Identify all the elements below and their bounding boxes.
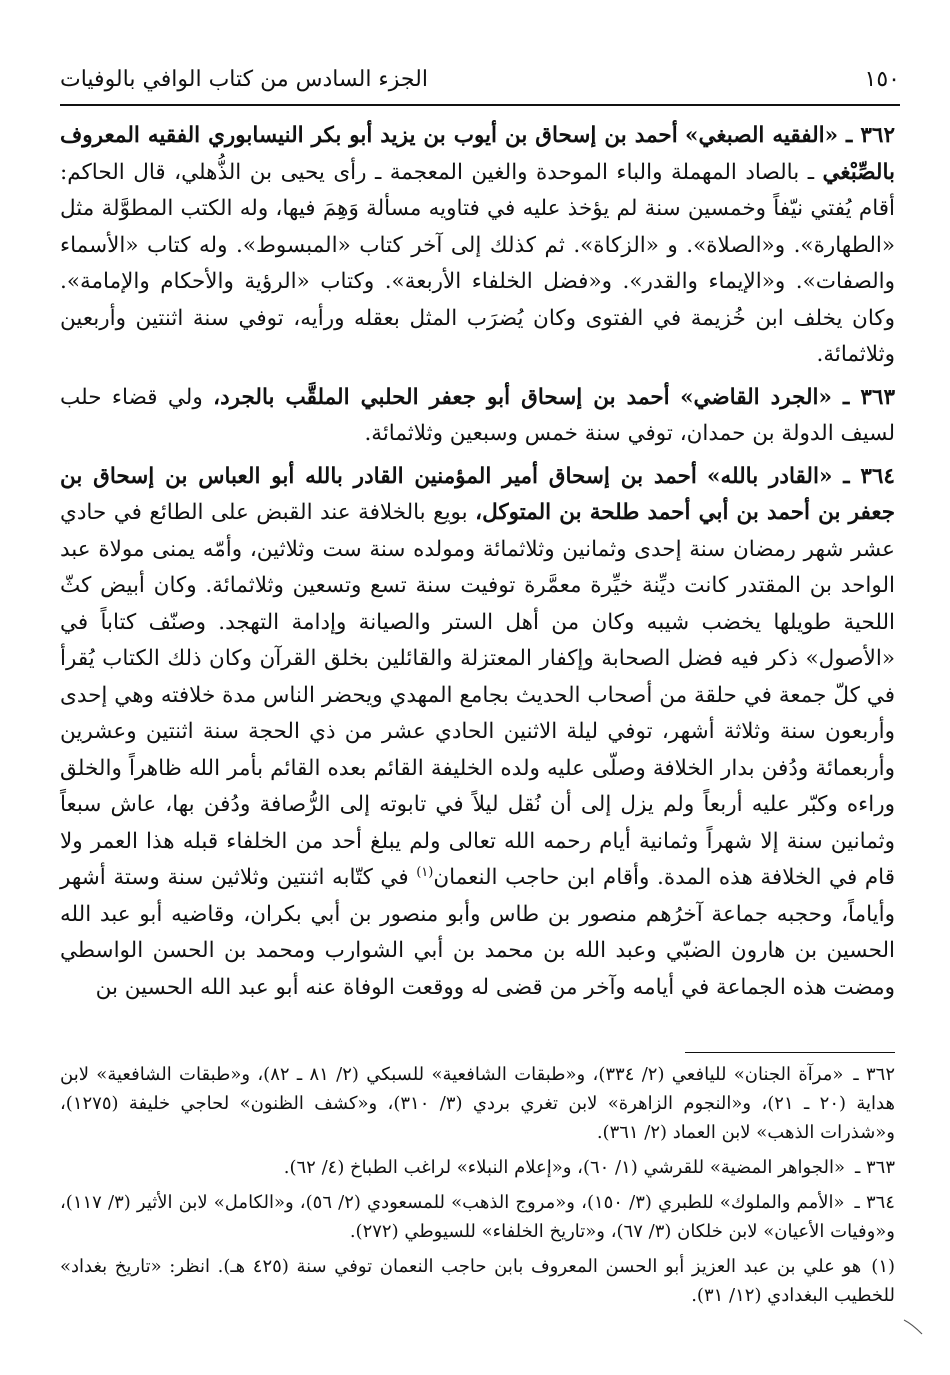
scan-mark-icon [902, 1318, 924, 1336]
page-number: ١٥٠ [864, 66, 900, 92]
footnote-marker: (١) [871, 1256, 896, 1277]
footnote-text: «الجواهر المضية» للقرشي (١/ ٦٠)، و«إعلام النبلاء» لراغب الطباخ (٤/ ٦٢). [283, 1157, 845, 1178]
entry-363: ٣٦٣ ـ «الجرد القاضي» أحمد بن إسحاق أبو جعفر الحلبي الملقَّب بالجرد، ولي قضاء حلب لسيف الدولة بن حمدان، توفي سنة خمس وسبعين وثلاثمائة. [60, 384, 895, 446]
entry-364: ٣٦٤ ـ «القادر بالله» أحمد بن إسحاق أمير المؤمنين القادر بالله أبو العباس بن إسحاق بن جعفر بن أحمد بن أبي أحمد طلحة بن المتوكل، بويع بالخلافة عند القبض على الطائع في حادي عشر شهر رمضان سنة إحدى وثمانين وثلاثمائة ومولده سنة ست وثلاثين، وأمّه يمنى مولاة عبد الواحد بن المقتدر كانت ديِّنة خيِّرة معمَّرة توفيت سنة تسع وتسعين وثلاثمائة. وكان أبيض كثّ اللحية طويلها يخضب شيبه وكان من أهل الستر والصيانة وإدامة التهجد. وصنّف كتاباً في «الأصول» ذكر فيه فضل الصحابة وإكفار المعتزلة والقائلين بخلق القرآن وكان ذلك الكتاب يُقرأ في كلّ جمعة في حلقة من أصحاب الحديث بجامع المهدي ويحضر الناس مدة خلافته وهي إحدى وأربعون سنة وثلاثة أشهر، توفي ليلة الاثنين الحادي عشر من ذي الحجة سنة اثنتين وعشرين وأربعمائة ودُفن بدار الخلافة وصلّى عليه ولده الخليفة القائم بعده القائم بأمر الله ظاهراً والخلق وراءه وكبّر عليه أربعاً ولم يزل إلى أن نُقل ليلاً في تابوته إلى الرُّصافة ودُفن بها، عاش سبعاً وثمانين سنة إلا شهراً وثمانية أيام رحمه الله تعالى ولم يبلغ أحد من الخلفاء قبله هذا العمر ولا قام في الخلافة هذه المدة. وأقام ابن حاجب النعمان$^{(١)}$ في كتّابه اثنتين وثلاثين سنة وستة أشهر وأياماً، وحجبه جماعة آخرُهم منصور بن طاس وأبو منصور بن أبي بكران، وقاضيه أبو عبد الله الحسين بن هارون الضبّي وعبد الله بن محمد بن أبي الشوارب ومحمد بن الحسن الواسطي ومضت هذه الجماعة في أيامه وآخر من قضى له ووقعت الوفاة عنه أبو عبد الله الحسين بن [60, 463, 895, 1000]
footnote-1 [60, 1252, 895, 1310]
entry-name: أحمد بن إسحاق أبو جعفر الحلبي الملقَّب بالجرد، [213, 384, 670, 410]
footnote-362 [60, 1060, 895, 1147]
entry-number: ٣٦٤ [860, 463, 895, 489]
entry-text: ـ بالصاد المهملة والباء الموحدة والغين المعجمة ـ رأى يحيى بن الذُّهلي، قال الحاكم: أقام يُفتي نيّفاً وخمسين سنة لم يؤخذ عليه في فتاويه مسألة وَهِمَ فيها، وله الكتب المطوَّلة مثل «الطهارة». و«الصلاة». و «الزكاة». ثم كذلك إلى آخر كتاب «المبسوط». وله كتاب «الأسماء والصفات». و«الإيماء والقدر». و«فضل الخلفاء الأربعة». وكتاب «الرؤية والأحكام والإمامة». وكان يخلف ابن خُزيمة في الفتوى وكان يُضرَب المثل بعقله ورأيه، توفي سنة اثنتين وأربعين وثلاثمائة. [60, 159, 896, 367]
entry-text: ولي قضاء حلب لسيف الدولة بن حمدان، توفي سنة خمس وسبعين وثلاثمائة. [60, 384, 895, 446]
entry-name: أحمد بن إسحاق أمير المؤمنين القادر بالله أبو العباس بن إسحاق بن جعفر بن أحمد بن أبي أحمد طلحة بن المتوكل، [60, 463, 895, 525]
footnote-text: «مرآة الجنان» لليافعي (٢/ ٣٣٤)، و«طبقات الشافعية» للسبكي (٢/ ٨١ ـ ٨٢)، و«طبقات الشافعية» لابن هداية (٢٠ ـ ٢١)، و«النجوم الزاهرة» لابن تغري بردي (٣/ ٣١٠)، و«كشف الظنون» لحاجي خليفة (١٢٧٥)، و«شذرات الذهب» لابن العماد (٢/ ٣٦١). [60, 1064, 895, 1143]
entry-number: ٣٦٣ [860, 384, 895, 410]
entry-text-continued: في كتّابه اثنتين وثلاثين سنة وستة أشهر وأياماً، وحجبه جماعة آخرُهم منصور بن طاس وأبو منصور بن أبي بكران، وقاضيه أبو عبد الله الحسين بن هارون الضبّي وعبد الله بن محمد بن أبي الشوارب ومحمد بن الحسن الواسطي ومضت هذه الجماعة في أيامه وآخر من قضى له ووقعت الوفاة عنه أبو عبد الله الحسين بن [60, 865, 895, 1000]
main-text [60, 118, 895, 1006]
footnote-363 [60, 1153, 895, 1182]
running-title: الجزء السادس من كتاب الوافي بالوفيات [60, 66, 428, 92]
entry-362: ٣٦٢ ـ «الفقيه الصبغي» أحمد بن إسحاق بن أيوب بن يزيد أبو بكر النيسابوري الفقيه المعروف بالصِّبْغي ـ بالصاد المهملة والباء الموحدة والغين المعجمة ـ رأى يحيى بن الذُّهلي، قال الحاكم: أقام يُفتي نيّفاً وخمسين سنة لم يؤخذ عليه في فتاويه مسألة وَهِمَ فيها، وله الكتب المطوَّلة مثل «الطهارة». و«الصلاة». و «الزكاة». ثم كذلك إلى آخر كتاب «المبسوط». وله كتاب «الأسماء والصفات». و«الإيماء والقدر». و«فضل الخلفاء الأربعة». وكتاب «الرؤية والأحكام والإمامة». وكان يخلف ابن خُزيمة في الفتوى وكان يُضرَب المثل بعقله ورأيه، توفي سنة اثنتين وأربعين وثلاثمائة. [60, 123, 896, 367]
page-header [60, 58, 900, 100]
footnote-divider [685, 1052, 895, 1053]
footnote-reference[interactable]: (١) [416, 864, 434, 880]
footnote-marker: ٣٦٣ ـ [854, 1157, 895, 1178]
footnotes [60, 1060, 895, 1316]
header-divider [60, 104, 900, 106]
entry-title: «القادر بالله» [707, 463, 833, 489]
footnote-364 [60, 1188, 895, 1246]
entry-text: بويع بالخلافة عند القبض على الطائع في حادي عشر شهر رمضان سنة إحدى وثمانين وثلاثمائة ومولده سنة ست وثلاثين، وأمّه يمنى مولاة عبد الواحد بن المقتدر كانت ديِّنة خيِّرة معمَّرة توفيت سنة تسع وتسعين وثلاثمائة. وكان أبيض كثّ اللحية طويلها يخضب شيبه وكان من أهل الستر والصيانة وإدامة التهجد. وصنّف كتاباً في «الأصول» ذكر فيه فضل الصحابة وإكفار المعتزلة والقائلين بخلق القرآن وكان ذلك الكتاب يُقرأ في كلّ جمعة في حلقة من أصحاب الحديث بجامع المهدي ويحضر الناس مدة خلافته وهي إحدى وأربعون سنة وثلاثة أشهر، توفي ليلة الاثنين الحادي عشر من ذي الحجة سنة اثنتين وعشرين وأربعمائة ودُفن بدار الخلافة وصلّى عليه ولده الخليفة القائم بعده القائم بأمر الله ظاهراً والخلق وراءه وكبّر عليه أربعاً ولم يزل إلى أن نُقل ليلاً في تابوته إلى الرُّصافة ودُفن بها، عاش سبعاً وثمانين سنة إلا شهراً وثمانية أيام رحمه الله تعالى ولم يبلغ أحد من الخلفاء قبله هذا العمر ولا قام في الخلافة هذه المدة. وأقام ابن حاجب النعمان [60, 500, 895, 890]
footnote-marker: ٣٦٢ ـ [853, 1064, 896, 1085]
footnote-marker: ٣٦٤ ـ [854, 1192, 895, 1213]
entry-number: ٣٦٢ [860, 123, 895, 148]
entry-title: «الجرد القاضي» [680, 384, 832, 410]
entry-name: أحمد بن إسحاق بن أيوب بن يزيد أبو بكر النيسابوري الفقيه المعروف بالصِّبْغي [60, 123, 895, 185]
footnote-text: «الأمم والملوك» للطبري (٣/ ١٥٠)، و«مروج الذهب» للمسعودي (٢/ ٥٦)، و«الكامل» لابن الأثير (٣/ ١١٧)، و«وفيات الأعيان» لابن خلكان (٣/ ٦٧)، و«تاريخ الخلفاء» للسيوطي (٢٧٢). [60, 1192, 895, 1242]
footnote-text: هو علي بن عبد العزيز أبو الحسن المعروف بابن حاجب النعمان توفي سنة (٤٢٥ هـ). انظر: «تاريخ بغداد» للخطيب البغدادي (١٢/ ٣١). [60, 1256, 895, 1306]
entry-title: «الفقيه الصبغي» [685, 123, 839, 148]
